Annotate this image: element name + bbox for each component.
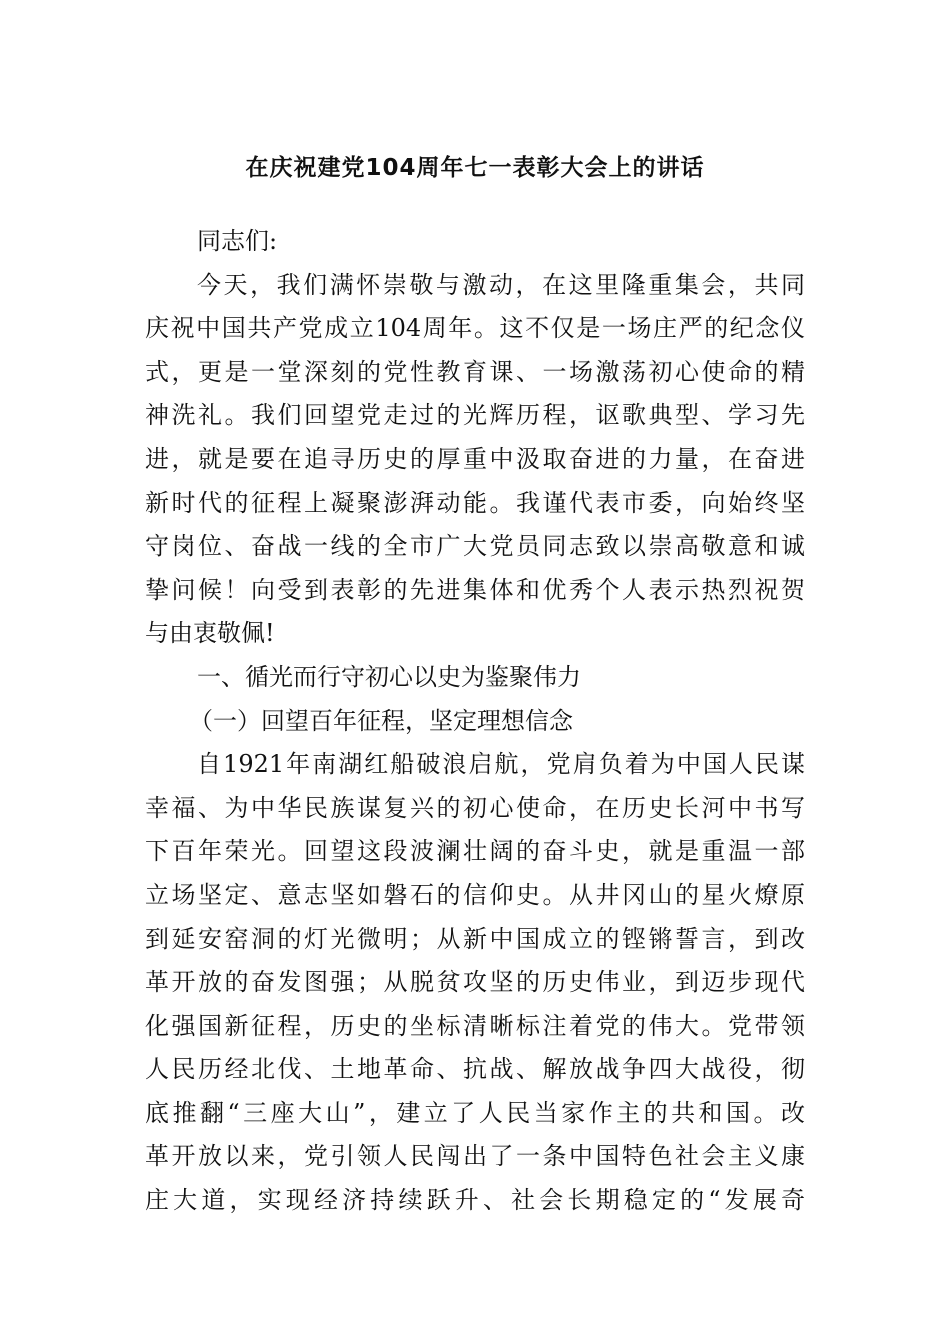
- text-line: 立场坚定、意志坚如磐石的信仰史。从井冈山的星火燎原: [145, 880, 805, 909]
- text-line: 革开放以来，党引领人民闯出了一条中国特色社会主义康: [145, 1142, 805, 1171]
- text-line: （一）回望百年征程，坚定理想信念: [189, 706, 573, 735]
- text-line: 底推翻“三座大山”，建立了人民当家作主的共和国。改: [145, 1098, 805, 1127]
- text-line: 庄大道，实现经济持续跃升、社会长期稳定的“发展奇: [145, 1186, 805, 1215]
- text-line: 庆祝中国共产党成立104周年。这不仅是一场庄严的纪念仪: [145, 314, 805, 343]
- text-line: 一、循光而行守初心以史为鉴聚伟力: [197, 662, 581, 691]
- text-line: 守岗位、奋战一线的全市广大党员同志致以崇高敬意和诚: [145, 532, 805, 561]
- text-line: 与由衷敬佩!: [145, 619, 275, 648]
- text-line: 进，就是要在追寻历史的厚重中汲取奋进的力量，在奋进: [145, 444, 805, 473]
- text-line: 自1921年南湖红船破浪启航，党肩负着为中国人民谋: [197, 750, 805, 779]
- text-line: 式，更是一堂深刻的党性教育课、一场激荡初心使命的精: [145, 357, 805, 386]
- text-line: 幸福、为中华民族谋复兴的初心使命，在历史长河中书写: [145, 793, 805, 822]
- document-title: 在庆祝建党104周年七一表彰大会上的讲话: [245, 155, 705, 181]
- text-line: 今天，我们满怀崇敬与激动，在这里隆重集会，共同: [197, 270, 805, 299]
- text-line: 革开放的奋发图强；从脱贫攻坚的历史伟业，到迈步现代: [145, 968, 805, 997]
- text-line: 挚问候！向受到表彰的先进集体和优秀个人表示热烈祝贺: [145, 575, 805, 604]
- text-line: 到延安窑洞的灯光微明；从新中国成立的铿锵誓言，到改: [145, 924, 805, 953]
- document-body: [145, 220, 805, 1223]
- text-line: 人民历经北伐、土地革命、抗战、解放战争四大战役，彻: [145, 1055, 805, 1084]
- text-line: 化强国新征程，历史的坐标清晰标注着党的伟大。党带领: [145, 1011, 805, 1040]
- text-line: 下百年荣光。回望这段波澜壮阔的奋斗史，就是重温一部: [145, 837, 805, 866]
- text-line: 同志们:: [197, 227, 278, 255]
- text-line: 神洗礼。我们回望党走过的光辉历程，讴歌典型、学习先: [145, 401, 805, 430]
- text-line: 新时代的征程上凝聚澎湃动能。我谨代表市委，向始终坚: [145, 488, 805, 517]
